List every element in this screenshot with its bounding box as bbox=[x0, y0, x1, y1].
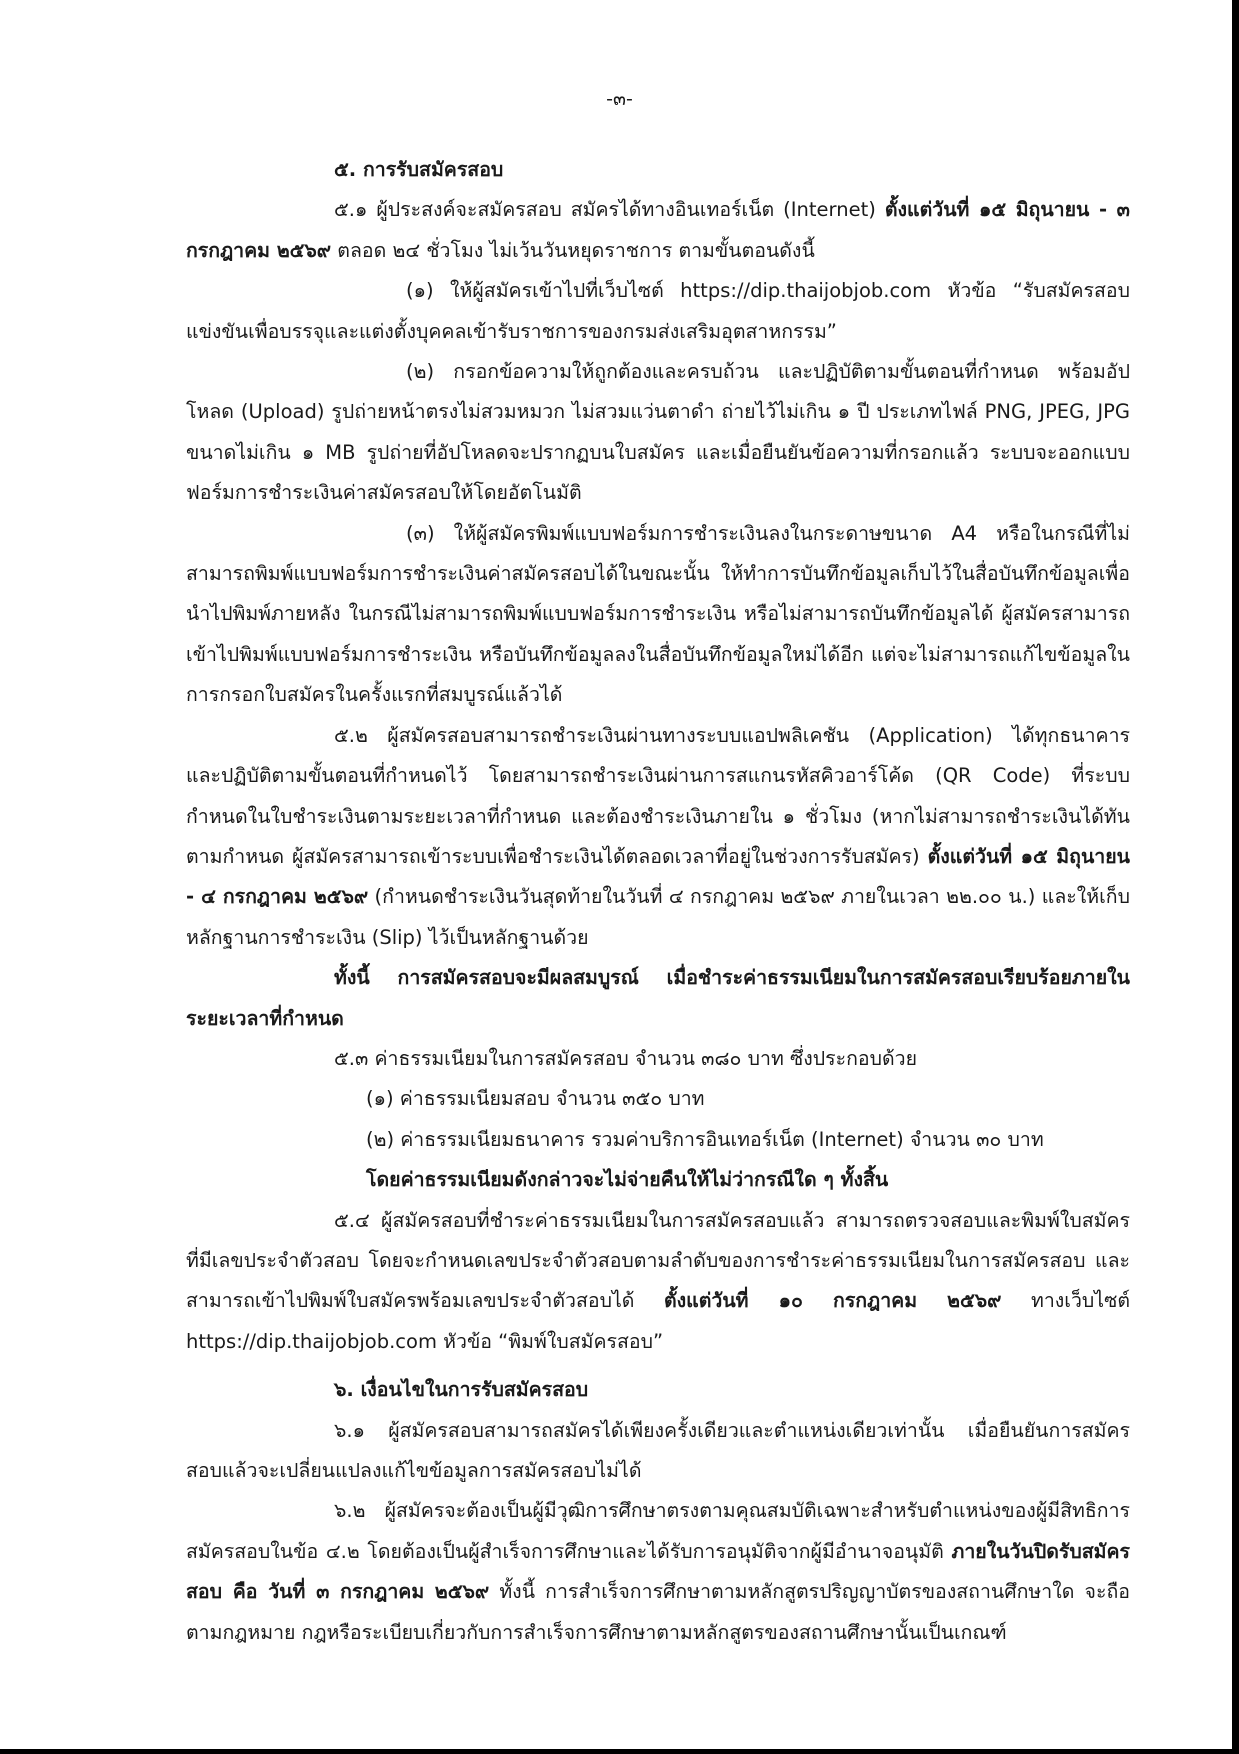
document-body bbox=[186, 150, 1130, 1653]
fee-item-2: (๒) ค่าธรรมเนียมธนาคาร รวมค่าบริการอินเทอร์เน็ต (Internet) จำนวน ๓๐ บาท bbox=[366, 1127, 1044, 1151]
scan-edge-bottom bbox=[0, 1749, 1239, 1754]
paragraph-5-4: ๕.๔ ผู้สมัครสอบที่ชำระค่าธรรมเนียมในการสมัครสอบแล้ว สามารถตรวจสอบและพิมพ์ใบสมัครที่มีเลขประจำตัวสอบ โดยจะกำหนดเลขประจำตัวสอบตามลำดับของการชำระค่าธรรมเนียมในการสมัครสอบ และสามารถเข้าไปพิมพ์ใบสมัครพร้อมเลขประจำตัวสอบได้ ตั้งแต่วันที่ ๑๐ กรกฎาคม ๒๕๖๙ ทางเว็บไซต์ https://dip.thaijobjob.com หัวข้อ “พิมพ์ใบสมัครสอบ” bbox=[186, 1208, 1130, 1353]
paragraph-5-3: ๕.๓ ค่าธรรมเนียมในการสมัครสอบ จำนวน ๓๘๐ บาท ซึ่งประกอบด้วย bbox=[334, 1046, 918, 1070]
section-5-heading: ๕. การรับสมัครสอบ bbox=[334, 158, 504, 181]
paragraph-6-1: ๖.๑ ผู้สมัครสอบสามารถสมัครได้เพียงครั้งเดียวและตำแหน่งเดียวเท่านั้น เมื่อยืนยันการสมัครสอบแล้วจะเปลี่ยนแปลงแก้ไขข้อมูลการสมัครสอบไม่ได้ bbox=[186, 1418, 1130, 1482]
paragraph-5-2: ๕.๒ ผู้สมัครสอบสามารถชำระเงินผ่านทางระบบแอปพลิเคชัน (Application) ได้ทุกธนาคาร และปฏิบัติตามขั้นตอนที่กำหนดไว้ โดยสามารถชำระเงินผ่านการสแกนรหัสคิวอาร์โค้ด (QR Code) ที่ระบบกำหนดในใบชำระเงินตามระยะเวลาที่กำหนด และต้องชำระเงินภายใน ๑ ชั่วโมง (หากไม่สามารถชำระเงินได้ทันตามกำหนด ผู้สมัครสามารถเข้าระบบเพื่อชำระเงินได้ตลอดเวลาที่อยู่ในช่วงการรับสมัคร) ตั้งแต่วันที่ ๑๕ มิถุนายน - ๔ กรกฎาคม ๒๕๖๙ (กำหนดชำระเงินวันสุดท้ายในวันที่ ๔ กรกฎาคม ๒๕๖๙ ภายในเวลา ๒๒.๐๐ น.) และให้เก็บหลักฐานการชำระเงิน (Slip) ไว้เป็นหลักฐานด้วย bbox=[186, 723, 1130, 949]
step-2: (๒) กรอกข้อความให้ถูกต้องและครบถ้วน และปฏิบัติตามขั้นตอนที่กำหนด พร้อมอัปโหลด (Upload) รูปถ่ายหน้าตรงไม่สวมหมวก ไม่สวมแว่นตาดำ ถ่ายไว้ไม่เกิน ๑ ปี ประเภทไฟล์ PNG, JPEG, JPG ขนาดไม่เกิน ๑ MB รูปถ่ายที่อัปโหลดจะปรากฏบนใบสมัคร และเมื่อยืนยันข้อความที่กรอกแล้ว ระบบจะออกแบบฟอร์มการชำระเงินค่าสมัครสอบให้โดยอัตโนมัติ bbox=[186, 360, 1130, 505]
date-range-payment: ตั้งแต่วันที่ ๑๕ มิถุนายน - ๔ กรกฎาคม ๒๕๖๙ bbox=[186, 844, 1130, 909]
page-number: -๓- bbox=[606, 88, 633, 110]
fee-item-1: (๑) ค่าธรรมเนียมสอบ จำนวน ๓๕๐ บาท bbox=[366, 1087, 705, 1111]
paragraph-5-1: ๕.๑ ผู้ประสงค์จะสมัครสอบ สมัครได้ทางอินเทอร์เน็ต (Internet) ตั้งแต่วันที่ ๑๕ มิถุนายน - ๓ กรกฎาคม ๒๕๖๙ ตลอด ๒๔ ชั่วโมง ไม่เว้นวันหยุดราชการ ตามขั้นตอนดังนี้ bbox=[186, 198, 1130, 262]
date-range-apply: ตั้งแต่วันที่ ๑๕ มิถุนายน - ๓ กรกฎาคม ๒๕๖๙ bbox=[186, 198, 1130, 262]
paragraph-6-2: ๖.๒ ผู้สมัครจะต้องเป็นผู้มีวุฒิการศึกษาตรงตามคุณสมบัติเฉพาะสำหรับตำแหน่งของผู้มีสิทธิการสมัครสอบในข้อ ๔.๒ โดยต้องเป็นผู้สำเร็จการศึกษาและได้รับการอนุมัติจากผู้มีอำนาจอนุมัติ ภายในวันปิดรับสมัครสอบ คือ วันที่ ๓ กรกฎาคม ๒๕๖๙ ทั้งนี้ การสำเร็จการศึกษาตามหลักสูตรปริญญาบัตรของสถานศึกษาใด จะถือตามกฎหมาย กฎหรือระเบียบเกี่ยวกับการสำเร็จการศึกษาตามหลักสูตรของสถานศึกษานั้นเป็นเกณฑ์ bbox=[186, 1499, 1130, 1644]
completion-note: ทั้งนี้ การสมัครสอบจะมีผลสมบูรณ์ เมื่อชำระค่าธรรมเนียมในการสมัครสอบเรียบร้อยภายในระยะเวลาที่กำหนด bbox=[186, 966, 1130, 1030]
date-print-card: ตั้งแต่วันที่ ๑๐ กรกฎาคม ๒๕๖๙ bbox=[663, 1289, 1002, 1313]
step-3: (๓) ให้ผู้สมัครพิมพ์แบบฟอร์มการชำระเงินลงในกระดาษขนาด A4 หรือในกรณีที่ไม่สามารถพิมพ์แบบฟอร์มการชำระเงินค่าสมัครสอบได้ในขณะนั้น ให้ทำการบันทึกข้อมูลเก็บไว้ในสื่อบันทึกข้อมูลเพื่อนำไปพิมพ์ภายหลัง ในกรณีไม่สามารถพิมพ์แบบฟอร์มการชำระเงิน หรือไม่สามารถบันทึกข้อมูลได้ ผู้สมัครสามารถเข้าไปพิมพ์แบบฟอร์มการชำระเงิน หรือบันทึกข้อมูลลงในสื่อบันทึกข้อมูลใหม่ได้อีก แต่จะไม่สามารถแก้ไขข้อมูลในการกรอกใบสมัครในครั้งแรกที่สมบูรณ์แล้วได้ bbox=[186, 521, 1130, 707]
scan-edge-right bbox=[1232, 0, 1239, 1754]
step-1: (๑) ให้ผู้สมัครเข้าไปที่เว็บไซต์ https://dip.thaijobjob.com หัวข้อ “รับสมัครสอบแข่งขันเพื่อบรรจุและแต่งตั้งบุคคลเข้ารับราชการของกรมส่งเสริมอุตสาหกรรม” bbox=[186, 279, 1130, 343]
section-6-heading: ๖. เงื่อนไขในการรับสมัครสอบ bbox=[334, 1378, 589, 1402]
no-refund-note: โดยค่าธรรมเนียมดังกล่าวจะไม่จ่ายคืนให้ไม่ว่ากรณีใด ๆ ทั้งสิ้น bbox=[366, 1168, 889, 1192]
date-graduation-deadline: ภายในวันปิดรับสมัครสอบ คือ วันที่ ๓ กรกฎาคม ๒๕๖๙ bbox=[186, 1539, 1130, 1604]
